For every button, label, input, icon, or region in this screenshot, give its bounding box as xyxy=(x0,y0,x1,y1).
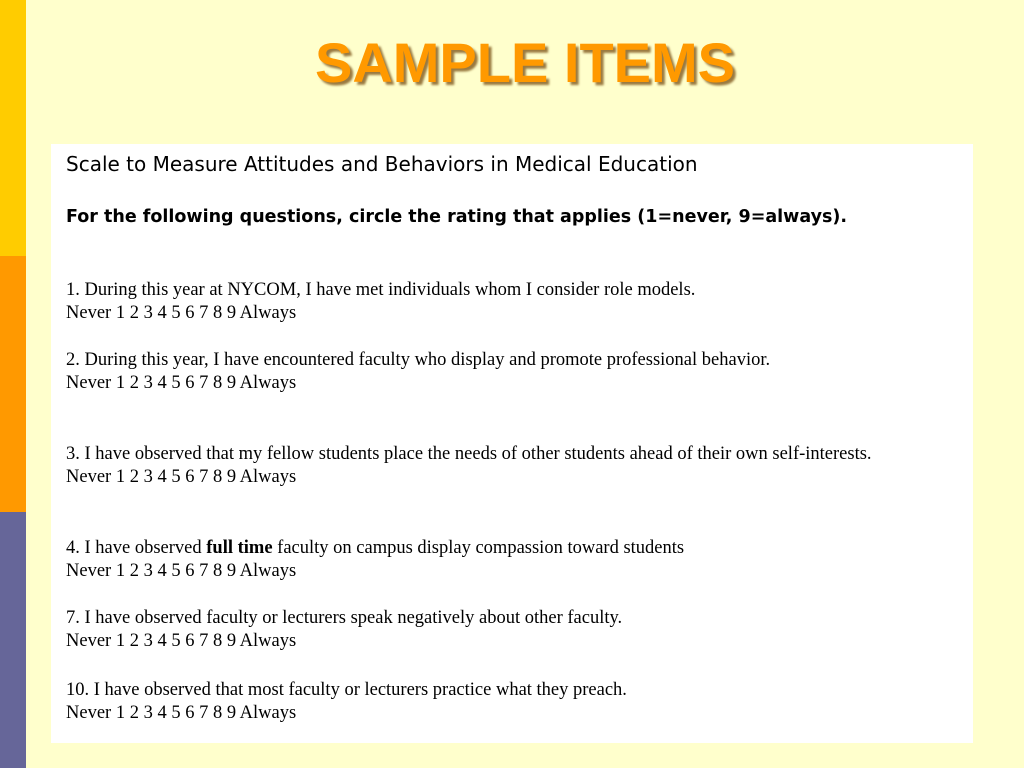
survey-item-3 xyxy=(66,443,916,489)
rating-scale: Never 1 2 3 4 5 6 7 8 9 Always xyxy=(66,631,297,651)
rating-scale: Never 1 2 3 4 5 6 7 8 9 Always xyxy=(66,373,297,393)
slide-title: SAMPLE ITEMS xyxy=(314,31,736,94)
survey-item-4 xyxy=(66,537,916,583)
survey-item-10 xyxy=(66,679,916,725)
accent-bar-bottom xyxy=(0,512,26,768)
item-question: 7. I have observed faculty or lecturers speak negatively about other faculty. xyxy=(66,608,623,628)
survey-item-2 xyxy=(66,349,916,395)
item-question: 1. During this year at NYCOM, I have met individuals whom I consider role models. xyxy=(66,280,696,300)
item-question-emphasis: full time xyxy=(206,538,273,558)
accent-bar-middle xyxy=(0,256,26,512)
item-question: 10. I have observed that most faculty or lecturers practice what they preach. xyxy=(66,680,627,700)
rating-scale: Never 1 2 3 4 5 6 7 8 9 Always xyxy=(66,303,297,323)
rating-scale: Never 1 2 3 4 5 6 7 8 9 Always xyxy=(66,467,297,487)
survey-panel xyxy=(51,144,973,743)
survey-instruction: For the following questions, circle the rating that applies (1=never, 9=always). xyxy=(66,207,848,227)
item-question-end: faculty on campus display compassion toward students xyxy=(272,538,685,558)
rating-scale: Never 1 2 3 4 5 6 7 8 9 Always xyxy=(66,561,297,581)
item-question: 2. During this year, I have encountered faculty who display and promote professional behavior. xyxy=(66,350,771,370)
survey-title: Scale to Measure Attitudes and Behaviors in Medical Education xyxy=(66,152,698,176)
item-question-start: 4. I have observed xyxy=(66,538,207,558)
item-question: 3. I have observed that my fellow students place the needs of other students ahead of their own self-interests. xyxy=(66,444,872,464)
accent-bar-top xyxy=(0,0,26,256)
survey-item-7 xyxy=(66,607,916,653)
rating-scale: Never 1 2 3 4 5 6 7 8 9 Always xyxy=(66,703,297,723)
survey-item-1 xyxy=(66,279,916,325)
